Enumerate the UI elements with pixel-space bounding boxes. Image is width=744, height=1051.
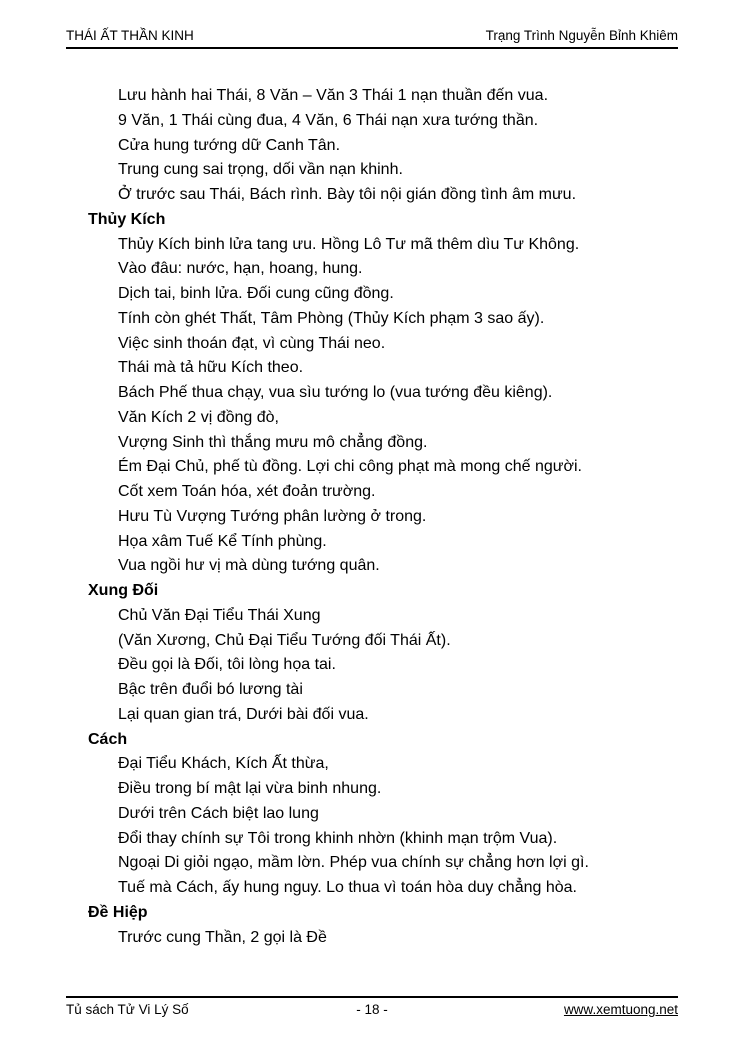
text-line: Đổi thay chính sự Tôi trong khinh nhờn (khinh mạn trộm Vua). [118, 829, 558, 847]
text-line: Dịch tai, binh lửa. Đối cung cũng đồng. [118, 285, 394, 302]
text-line: Trung cung sai trọng, dối vần nạn khinh. [118, 161, 403, 179]
text-line: Chủ Văn Đại Tiểu Thái Xung [118, 606, 321, 624]
section-heading: Thủy Kích [88, 210, 166, 228]
text-line: Cửa hung tướng dữ Canh Tân. [118, 136, 341, 154]
text-line: Họa xâm Tuế Kể Tính phùng. [118, 532, 327, 550]
text-line: Đều gọi là Đối, tôi lòng họa tai. [118, 656, 336, 674]
text-line: Thủy Kích binh lửa tang ưu. Hồng Lô Tư mã thêm dìu Tư Không. [118, 235, 580, 253]
footer-website-link[interactable]: www.xemtuong.net [563, 1002, 678, 1017]
document-header [66, 27, 678, 49]
text-line: Thái mà tả hữu Kích theo. [118, 359, 304, 377]
text-line: Trước cung Thần, 2 gọi là Đề [118, 928, 327, 946]
text-line: 9 Văn, 1 Thái cùng đua, 4 Văn, 6 Thái nạn xưa tướng thần. [118, 111, 539, 129]
document-body [88, 84, 694, 950]
document-footer [66, 996, 678, 1018]
text-line: Ở trước sau Thái, Bách rình. Bày tôi nội gián đồng tình âm mưu. [118, 186, 577, 203]
text-line: Văn Kích 2 vị đồng đò, [118, 408, 279, 426]
text-line: Tính còn ghét Thất, Tâm Phòng (Thủy Kích phạm 3 sao ấy). [118, 309, 545, 327]
text-line: Bách Phế thua chạy, vua sìu tướng lo (vua tướng đều kiêng). [118, 384, 553, 401]
header-author: Trạng Trình Nguyễn Bỉnh Khiêm [485, 28, 678, 43]
text-line: Hưu Tù Vượng Tướng phân lường ở trong. [118, 507, 427, 525]
text-line: Vua ngồi hư vị mà dùng tướng quân. [118, 557, 380, 575]
text-line: Điều trong bí mật lại vừa binh nhung. [118, 780, 382, 797]
section-heading: Đề Hiệp [88, 903, 148, 921]
text-line: Ém Đại Chủ, phế tù đồng. Lợi chi công phạt mà mong chế người. [118, 458, 582, 476]
text-line: Lại quan gian trá, Dưới bài đối vua. [118, 705, 369, 723]
text-line: Vào đâu: nước, hạn, hoang, hung. [118, 260, 363, 278]
footer-page-number: - 18 - [356, 1002, 388, 1017]
text-line: Vượng Sinh thì thắng mưu mô chẳng đồng. [118, 433, 428, 451]
text-line: Dưới trên Cách biệt lao lung [118, 804, 319, 822]
text-line: (Văn Xương, Chủ Đại Tiểu Tướng đối Thái Ất). [118, 631, 451, 649]
text-line: Đại Tiểu Khách, Kích Ất thừa, [118, 755, 329, 773]
text-line: Việc sinh thoán đạt, vì cùng Thái neo. [118, 334, 386, 352]
text-line: Ngoại Di giỏi ngạo, mầm lờn. Phép vua chính sự chẳng hơn lợi gì. [118, 854, 589, 872]
text-line: Lưu hành hai Thái, 8 Văn – Văn 3 Thái 1 nạn thuần đến vua. [118, 87, 549, 104]
text-line: Bậc trên đuổi bó lương tài [118, 681, 303, 698]
footer-series-title: Tủ sách Tử Vi Lý Số [66, 1002, 189, 1017]
text-line: Tuế mà Cách, ấy hung nguy. Lo thua vì toán hòa duy chẳng hòa. [118, 879, 577, 896]
section-heading: Xung Đối [88, 582, 159, 599]
header-title: THÁI ẤT THẦN KINH [66, 28, 194, 43]
footer-website [474, 1002, 678, 1018]
text-line: Cốt xem Toán hóa, xét đoản trường. [118, 483, 376, 500]
section-heading: Cách [88, 730, 128, 748]
